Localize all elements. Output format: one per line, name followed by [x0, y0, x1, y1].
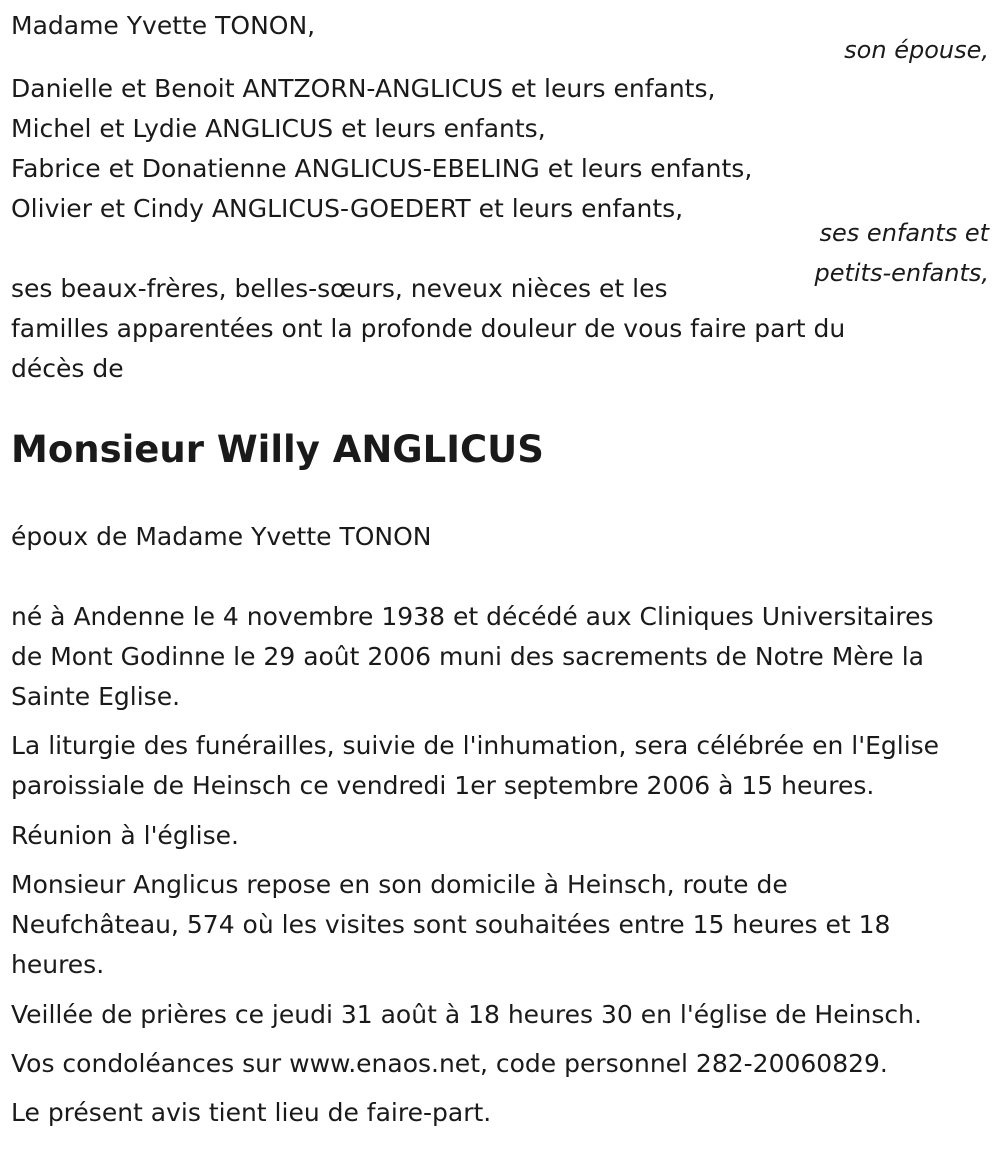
birth-death-line-3: Sainte Eglise.: [11, 682, 181, 711]
spouse-of: époux de Madame Yvette TONON: [11, 522, 432, 551]
funeral-line-2: paroissiale de Heinsch ce vendredi 1er septembre 2006 à 15 heures.: [11, 771, 875, 800]
vigil-notice: Veillée de prières ce jeudi 31 août à 18 heures 30 en l'église de Heinsch.: [11, 1000, 922, 1029]
deceased-name: Monsieur Willy ANGLICUS: [11, 428, 544, 471]
birth-death-line-1: né à Andenne le 4 novembre 1938 et décédé aux Cliniques Universitaires: [11, 602, 934, 631]
visits-line-3: heures.: [11, 950, 105, 979]
announcement-line-3: décès de: [11, 354, 124, 383]
spouse-name: Madame Yvette TONON,: [11, 11, 316, 40]
children-role-line-1: ses enfants et: [819, 219, 989, 247]
closing-notice: Le présent avis tient lieu de faire-part.: [11, 1098, 492, 1127]
spouse-role: son épouse,: [844, 36, 989, 64]
visits-line-1: Monsieur Anglicus repose en son domicile à Heinsch, route de: [11, 870, 788, 899]
meeting-notice: Réunion à l'église.: [11, 821, 239, 850]
visits-line-2: Neufchâteau, 574 où les visites sont souhaitées entre 15 heures et 18: [11, 910, 891, 939]
announcement-line-2: familles apparentées ont la profonde douleur de vous faire part du: [11, 314, 846, 343]
announcement-line-1: ses beaux-frères, belles-sœurs, neveux nièces et les: [11, 274, 668, 303]
birth-death-line-2: de Mont Godinne le 29 août 2006 muni des sacrements de Notre Mère la: [11, 642, 925, 671]
child-family-3: Fabrice et Donatienne ANGLICUS-EBELING et leurs enfants,: [11, 154, 753, 183]
children-role-line-2: petits-enfants,: [814, 259, 989, 287]
funeral-line-1: La liturgie des funérailles, suivie de l'inhumation, sera célébrée en l'Eglise: [11, 731, 940, 760]
condolences-notice: Vos condoléances sur www.enaos.net, code personnel 282-20060829.: [11, 1049, 888, 1078]
child-family-4: Olivier et Cindy ANGLICUS-GOEDERT et leurs enfants,: [11, 194, 684, 223]
child-family-2: Michel et Lydie ANGLICUS et leurs enfants,: [11, 114, 546, 143]
child-family-1: Danielle et Benoit ANTZORN-ANGLICUS et leurs enfants,: [11, 74, 716, 103]
